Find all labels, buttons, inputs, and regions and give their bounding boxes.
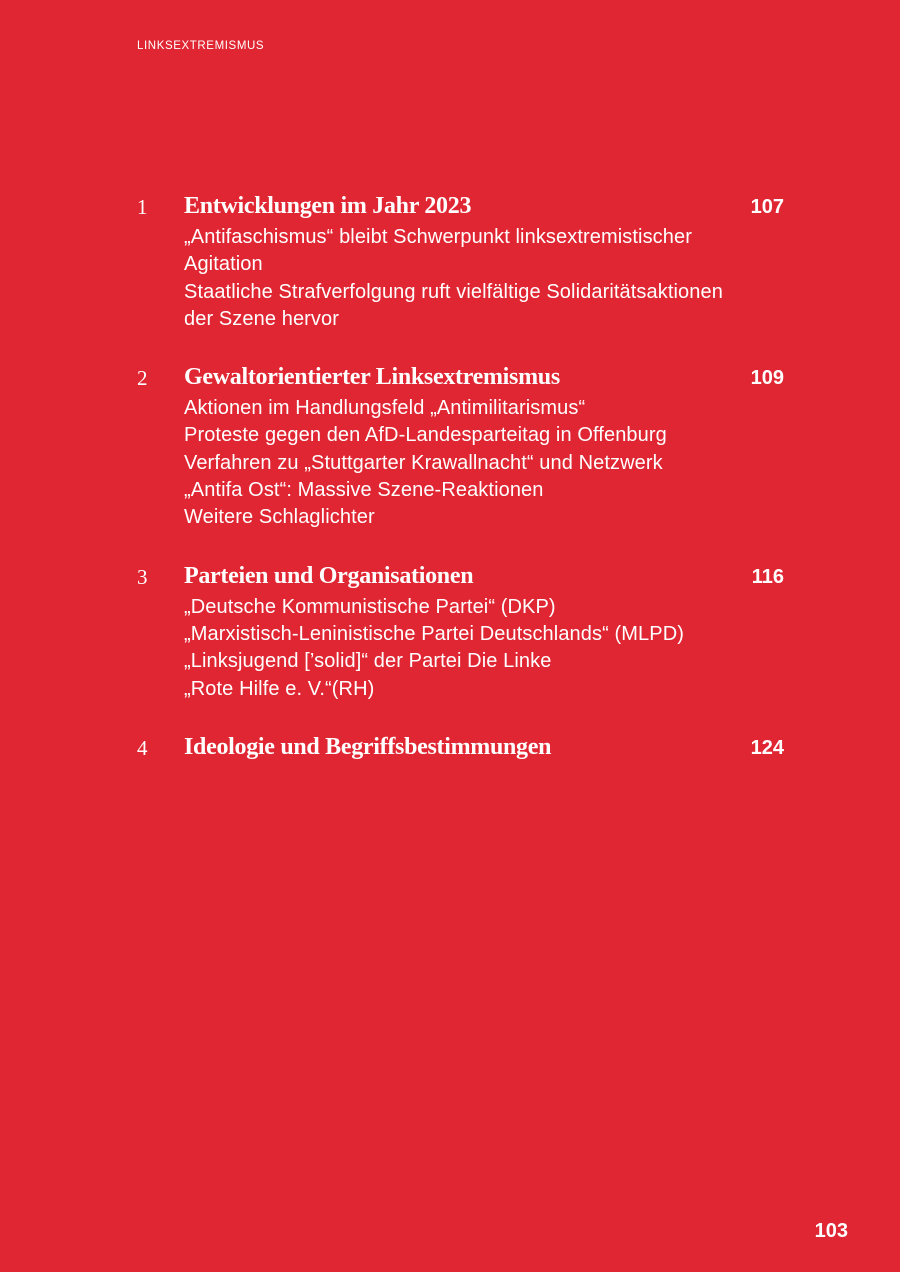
chapter-number: 4	[137, 735, 148, 760]
chapter-title-link[interactable]: Parteien und Organisationen	[184, 562, 474, 589]
toc-subentry[interactable]: Weitere Schlaglichter	[184, 506, 375, 529]
chapter-page-number[interactable]: 109	[750, 367, 784, 390]
chapter-title-link[interactable]: Entwicklungen im Jahr 2023	[184, 193, 472, 219]
toc-subentry[interactable]: „Antifa Ost“: Massive Szene-Reaktionen	[184, 479, 544, 502]
running-head: LINKSEXTREMISMUS	[137, 40, 265, 52]
chapter-title-link[interactable]: Gewaltorientierter Linksextremismus	[184, 364, 560, 391]
toc-subentry[interactable]: Proteste gegen den AfD-Landesparteitag in Offenburg	[184, 424, 667, 447]
toc-subentry[interactable]: Staatliche Strafverfolgung ruft vielfältige Solidaritätsaktionen	[184, 280, 723, 303]
toc-subentry[interactable]: Aktionen im Handlungsfeld „Antimilitarismus“	[184, 397, 586, 420]
toc-subentry[interactable]: Verfahren zu „Stuttgarter Krawallnacht“ und Netzwerk	[184, 451, 663, 474]
chapter-page-number[interactable]: 116	[751, 565, 784, 588]
toc-subentry[interactable]: „Antifaschismus“ bleibt Schwerpunkt linksextremistischer	[184, 226, 692, 248]
table-of-contents	[137, 190, 784, 793]
toc-subentry[interactable]: „Marxistisch-Leninistische Partei Deutschlands“ (MLPD)	[184, 622, 684, 645]
toc-chapter-4	[137, 731, 784, 765]
toc-subentry[interactable]: Agitation	[184, 253, 263, 276]
chapter-number: 3	[137, 564, 148, 589]
toc-subentry[interactable]: „Deutsche Kommunistische Partei“ (DKP)	[184, 595, 556, 618]
page-number: 103	[814, 1220, 848, 1242]
toc-subentry[interactable]: der Szene hervor	[184, 307, 340, 330]
toc-subentry[interactable]: „Rote Hilfe e. V.“(RH)	[184, 677, 375, 700]
toc-subentry[interactable]: „Linksjugend [’solid]“ der Partei Die Linke	[184, 650, 552, 673]
chapter-title-link[interactable]: Ideologie und Begriffsbestimmungen	[184, 733, 552, 760]
toc-chapter-3	[137, 560, 784, 703]
chapter-page-number[interactable]: 124	[750, 736, 784, 759]
chapter-number: 1	[137, 195, 148, 219]
chapter-page-number[interactable]: 107	[750, 196, 784, 218]
toc-chapter-2	[137, 361, 784, 531]
chapter-number: 2	[137, 366, 148, 391]
toc-chapter-1	[137, 190, 784, 333]
